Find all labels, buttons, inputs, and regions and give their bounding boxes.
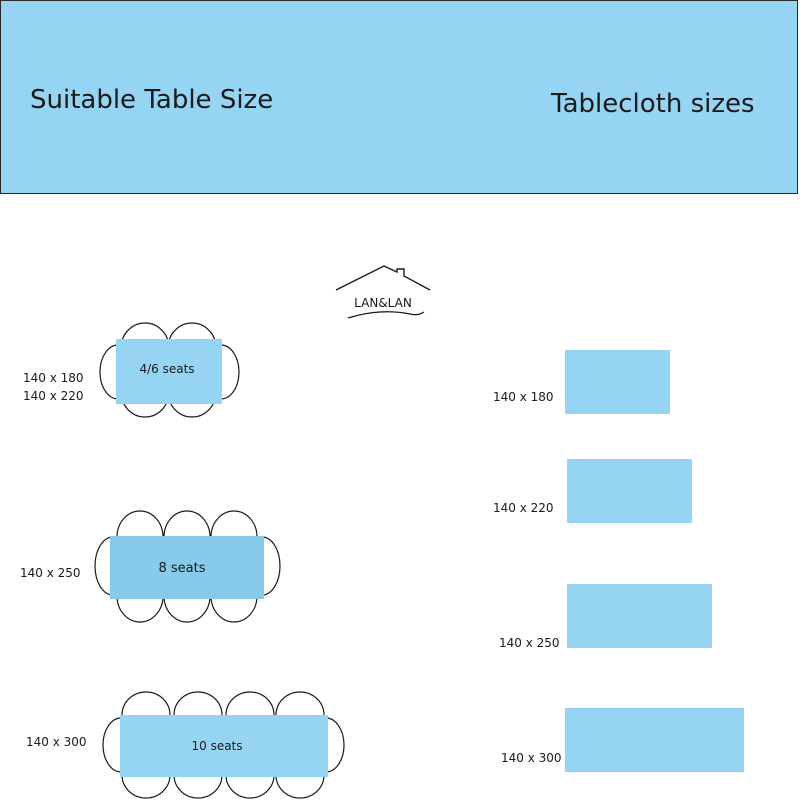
table-diagram-4-6-seats: [23, 323, 239, 417]
house-roof-icon: [336, 266, 430, 290]
tablecloth-sizes-title: Tablecloth sizes: [551, 89, 755, 119]
tablecloth-140x250: [499, 584, 712, 650]
logo-text: LAN&LAN: [354, 296, 412, 310]
suitable-table-size-title: Suitable Table Size: [30, 85, 274, 115]
table-size-label: 140 x 300: [26, 735, 87, 749]
table-size-label: 140 x 180: [23, 371, 84, 385]
seat-count-label: 8 seats: [158, 561, 206, 576]
tablecloth-swatch: [567, 459, 692, 523]
table-size-label: 140 x 250: [20, 566, 81, 580]
seat-count-label: 10 seats: [191, 739, 243, 753]
tablecloth-size-label: 140 x 180: [493, 390, 554, 404]
seat-count-label: 4/6 seats: [139, 362, 195, 376]
tablecloth-size-label: 140 x 220: [493, 501, 554, 515]
tablecloth-swatch: [565, 708, 744, 772]
tablecloth-140x300: [501, 708, 744, 772]
lan-and-lan-logo: [336, 266, 430, 318]
logo-swoosh: [348, 312, 424, 318]
tablecloth-140x220: [493, 459, 692, 523]
tablecloth-size-label: 140 x 250: [499, 636, 560, 650]
table-diagram-10-seats: [26, 692, 344, 798]
tablecloth-swatch: [565, 350, 670, 414]
tablecloth-size-label: 140 x 300: [501, 751, 562, 765]
tablecloth-swatch: [567, 584, 712, 648]
table-diagram-8-seats: [20, 511, 280, 622]
tablecloth-140x180: [493, 350, 670, 414]
table-size-label: 140 x 220: [23, 389, 84, 403]
